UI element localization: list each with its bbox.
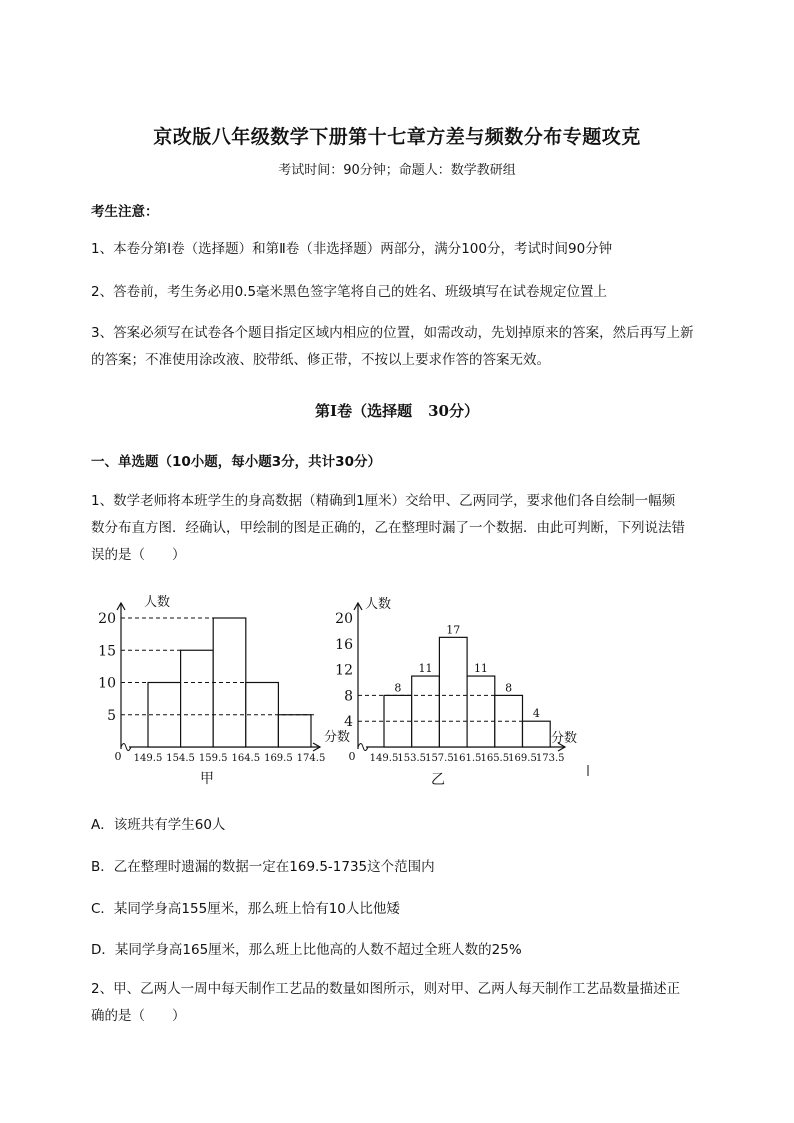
chart2-data-label: 17: [446, 623, 461, 637]
chart1-x-tick-label: 164.5: [231, 753, 261, 764]
chart2-bar: [439, 637, 467, 747]
notice-item-1: 1、本卷分第I卷（选择题）和第Ⅱ卷（非选择题）两部分，满分100分，考试时间90分钟: [91, 241, 613, 257]
chart2-data-label: 11: [473, 662, 488, 676]
chart2-data-label: 8: [505, 681, 513, 695]
chart1-x-tick-label: 149.5: [133, 753, 163, 764]
chart2-data-label: 4: [532, 707, 540, 721]
chart2-x-tick-label: 153.5: [397, 753, 427, 764]
q1-line-2: 数分布直方图．经确认，甲绘制的图是正确的，乙在整理时漏了一个数据．由此可判断，下列说法错: [91, 520, 685, 536]
section-title-text: 第I卷（选择题: [315, 402, 413, 420]
chart2-x-tick-label: 149.5: [369, 753, 399, 764]
chart1-x-tick-label: 169.5: [264, 753, 293, 764]
chart1-x-tick-label: 154.5: [166, 753, 195, 764]
chart2-bar: [412, 676, 440, 747]
chart2-y-tick-label: 20: [335, 611, 353, 627]
chart2-y-tick-label: 16: [335, 636, 353, 653]
chart1-y-tick-label: 20: [98, 611, 116, 627]
chart2-y-tick-label: 4: [344, 714, 353, 731]
chart1-bar: [278, 715, 311, 747]
chart2-origin-label: 0: [348, 750, 356, 763]
q2-line-1: 2、甲、乙两人一周中每天制作工艺品的数量如图所示，则对甲、乙两人每天制作工艺品数量描述正: [91, 981, 681, 997]
part-heading: 一、单选题（10小题，每小题3分，共计30分）: [91, 454, 381, 470]
chart2-y-label: 人数: [364, 597, 392, 612]
chart2-data-label: 8: [394, 681, 402, 695]
chart1-y-tick-label: 10: [98, 675, 116, 692]
chart2-x-tick-label: 157.5: [425, 753, 454, 764]
notice-item-3: 3、答案必须写在试卷各个题目指定区域内相应的位置，如需改动，先划掉原来的答案，然后再写上新: [91, 325, 694, 341]
notice-item-2: 2、答卷前，考生务必用0.5毫米黑色签字笔将自己的姓名、班级填写在试卷规定位置上: [91, 284, 608, 300]
chart2-data-label: 11: [418, 662, 433, 676]
chart1-origin-label: 0: [114, 750, 122, 763]
q1-line-1: 1、数学老师将本班学生的身高数据（精确到1厘米）交给甲、乙两同学，要求他们各自绘制一幅频: [91, 493, 676, 509]
chart2-x-tick-label: 169.5: [508, 753, 537, 764]
q1-option-a[interactable]: A．该班共有学生60人: [91, 817, 226, 833]
exam-title: 京改版八年级数学下册第十七章方差与频数分布专题攻克: [153, 126, 641, 148]
chart2-x-tick-label: 173.5: [535, 753, 565, 764]
q1-option-c[interactable]: C．某同学身高155厘米，那么班上恰有10人比他矮: [91, 901, 400, 917]
chart1-title: 甲: [200, 771, 214, 787]
chart1-bar: [181, 650, 214, 747]
chart2-title: 乙: [431, 772, 445, 788]
chart1-x-tick-label: 174.5: [296, 753, 326, 764]
chart2-x-tick-label: 161.5: [452, 753, 482, 764]
chart1-y-tick-label: 5: [107, 707, 116, 724]
q2-line-2: 确的是（ ）: [91, 1008, 186, 1024]
chart2-x-tick-label: 165.5: [480, 753, 510, 764]
notice-heading: 考生注意：: [91, 204, 159, 220]
chart2-bar: [523, 721, 551, 747]
chart2-x-label: 分数: [550, 731, 578, 746]
notice-item-3-cont: 的答案；不准使用涂改液、胶带纸、修正带，不按以上要求作答的答案无效。: [91, 352, 550, 368]
chart1-x-label: 分数: [323, 730, 351, 745]
chart1-y-label: 人数: [143, 595, 171, 610]
section-score: 30分）: [428, 402, 479, 420]
chart1-y-tick-label: 15: [98, 643, 116, 660]
q1-line-3: 误的是（ ）: [91, 547, 186, 563]
q1-option-d[interactable]: D．某同学身高165厘米，那么班上比他高的人数不超过全班人数的25%: [91, 942, 522, 958]
chart1-x-tick-label: 159.5: [198, 753, 228, 764]
chart2-y-tick-label: 8: [344, 688, 353, 705]
exam-subtitle: 考试时间：90分钟；命题人：数学教研组: [278, 163, 516, 178]
q1-option-b[interactable]: B．乙在整理时遗漏的数据一定在169.5-1735这个范围内: [91, 859, 435, 875]
chart2-bar: [467, 676, 495, 747]
chart2-y-tick-label: 12: [335, 662, 353, 679]
